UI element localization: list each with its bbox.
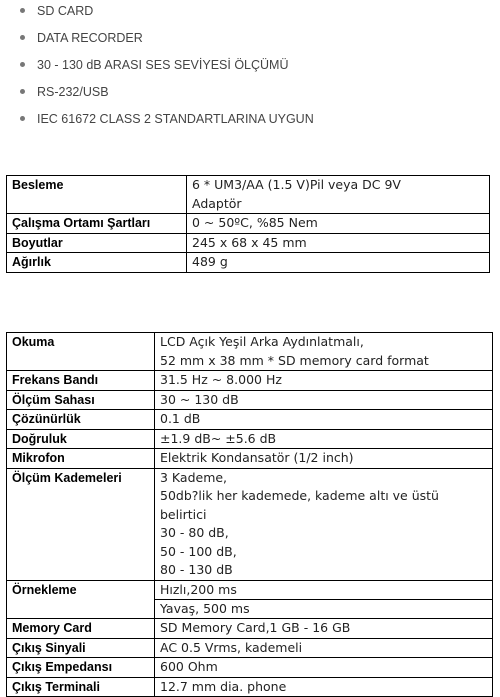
spec-label: Ölçüm Sahası — [7, 390, 155, 410]
spec-value — [187, 214, 490, 234]
spec-value-line: 489 g — [192, 254, 228, 269]
spec-label: Besleme — [7, 176, 187, 214]
spec-label: Okuma — [7, 333, 155, 371]
spec-value-line: Adaptör — [192, 195, 242, 211]
technical-spec-table — [6, 332, 493, 697]
spec-value-line: SD Memory Card,1 GB - 16 GB — [160, 620, 351, 635]
feature-text: SD CARD — [37, 4, 94, 18]
spec-row — [7, 176, 490, 214]
spec-label: Doğruluk — [7, 429, 155, 449]
spec-label: Memory Card — [7, 619, 155, 639]
spec-value-line: 50 - 100 dB, — [160, 543, 237, 559]
spec-value-line: belirtici — [160, 506, 207, 522]
feature-text: 30 - 130 dB ARASI SES SEVİYESİ ÖLÇÜMÜ — [37, 58, 289, 72]
spec-row — [7, 429, 493, 449]
spec-row — [7, 468, 493, 580]
spec-label: Çözünürlük — [7, 410, 155, 430]
spec-value — [155, 468, 493, 580]
spec-value — [187, 253, 490, 273]
spec-label: Ağırlık — [7, 253, 187, 273]
spec-row — [7, 580, 493, 600]
spec-value-line: 12.7 mm dia. phone — [160, 678, 287, 694]
feature-item — [20, 31, 143, 45]
feature-item — [20, 85, 109, 99]
spec-value-line: 0.1 dB — [160, 411, 201, 426]
feature-text: IEC 61672 CLASS 2 STANDARTLARINA UYGUN — [37, 112, 314, 126]
spec-label: Örnekleme — [7, 580, 155, 619]
spec-value-line: 600 Ohm — [160, 659, 218, 674]
spec-row — [7, 658, 493, 678]
bullet-icon — [20, 89, 25, 94]
spec-row — [7, 214, 490, 234]
spec-label: Çıkış Terminali — [7, 677, 155, 697]
spec-value-line: 30 ~ 130 dB — [160, 391, 239, 407]
spec-value-line: 0 ~ 50ºC, %85 Nem — [192, 215, 318, 230]
spec-label: Boyutlar — [7, 233, 187, 253]
spec-label: Çıkış Empedansı — [7, 658, 155, 678]
spec-row — [7, 619, 493, 639]
bullet-icon — [20, 35, 25, 40]
spec-row — [7, 371, 493, 391]
spec-value-line: Elektrik Kondansatör (1/2 inch) — [160, 450, 354, 465]
feature-item — [20, 112, 314, 126]
spec-value-line: 3 Kademe, — [160, 469, 228, 485]
feature-text: DATA RECORDER — [37, 31, 143, 45]
spec-value-line: 80 - 130 dB — [160, 562, 233, 577]
spec-value-line: AC 0.5 Vrms, kademeli — [160, 639, 303, 655]
spec-label: Ölçüm Kademeleri — [7, 468, 155, 580]
spec-row — [7, 677, 493, 697]
spec-value — [187, 233, 490, 253]
spec-value-line: 6 * UM3/AA (1.5 V)Pil veya DC 9V — [192, 177, 401, 192]
spec-label: Frekans Bandı — [7, 371, 155, 391]
spec-label: Mikrofon — [7, 449, 155, 469]
spec-row — [7, 449, 493, 469]
spec-value-line: ±1.9 dB~ ±5.6 dB — [160, 430, 277, 446]
spec-label: Çıkış Sinyali — [7, 638, 155, 658]
spec-value: Yavaş, 500 ms — [155, 600, 493, 619]
spec-value-line: 52 mm x 38 mm * SD memory card format — [160, 352, 429, 368]
technical-spec-body — [7, 333, 493, 697]
spec-value-line: 30 - 80 dB, — [160, 525, 229, 540]
spec-value — [155, 429, 493, 449]
spec-value-line: LCD Açık Yeşil Arka Aydınlatmalı, — [160, 334, 364, 349]
spec-value — [155, 333, 493, 371]
spec-value — [155, 449, 493, 469]
spec-row — [7, 638, 493, 658]
spec-row — [7, 233, 490, 253]
spec-value — [155, 658, 493, 678]
bullet-icon — [20, 116, 25, 121]
bullet-icon — [20, 62, 25, 67]
general-spec-table — [6, 175, 490, 273]
spec-row — [7, 333, 493, 371]
spec-value — [155, 371, 493, 391]
spec-value — [155, 619, 493, 639]
spec-value — [155, 410, 493, 430]
spec-value — [155, 677, 493, 697]
spec-row — [7, 410, 493, 430]
spec-value — [187, 176, 490, 214]
spec-value — [155, 390, 493, 410]
spec-value-line: 245 x 68 x 45 mm — [192, 234, 307, 250]
feature-text: RS-232/USB — [37, 85, 109, 99]
bullet-icon — [20, 8, 25, 13]
spec-label: Çalışma Ortamı Şartları — [7, 214, 187, 234]
spec-value-line: 31.5 Hz ~ 8.000 Hz — [160, 372, 282, 387]
feature-item — [20, 4, 93, 18]
general-spec-body — [7, 176, 490, 273]
feature-item — [20, 58, 289, 72]
spec-row — [7, 390, 493, 410]
spec-value — [155, 638, 493, 658]
spec-value-line: 50db?lik her kademede, kademe altı ve üstü — [160, 488, 439, 503]
spec-row — [7, 253, 490, 273]
spec-value — [155, 580, 493, 600]
spec-value-line: Hızlı,200 ms — [160, 581, 237, 597]
